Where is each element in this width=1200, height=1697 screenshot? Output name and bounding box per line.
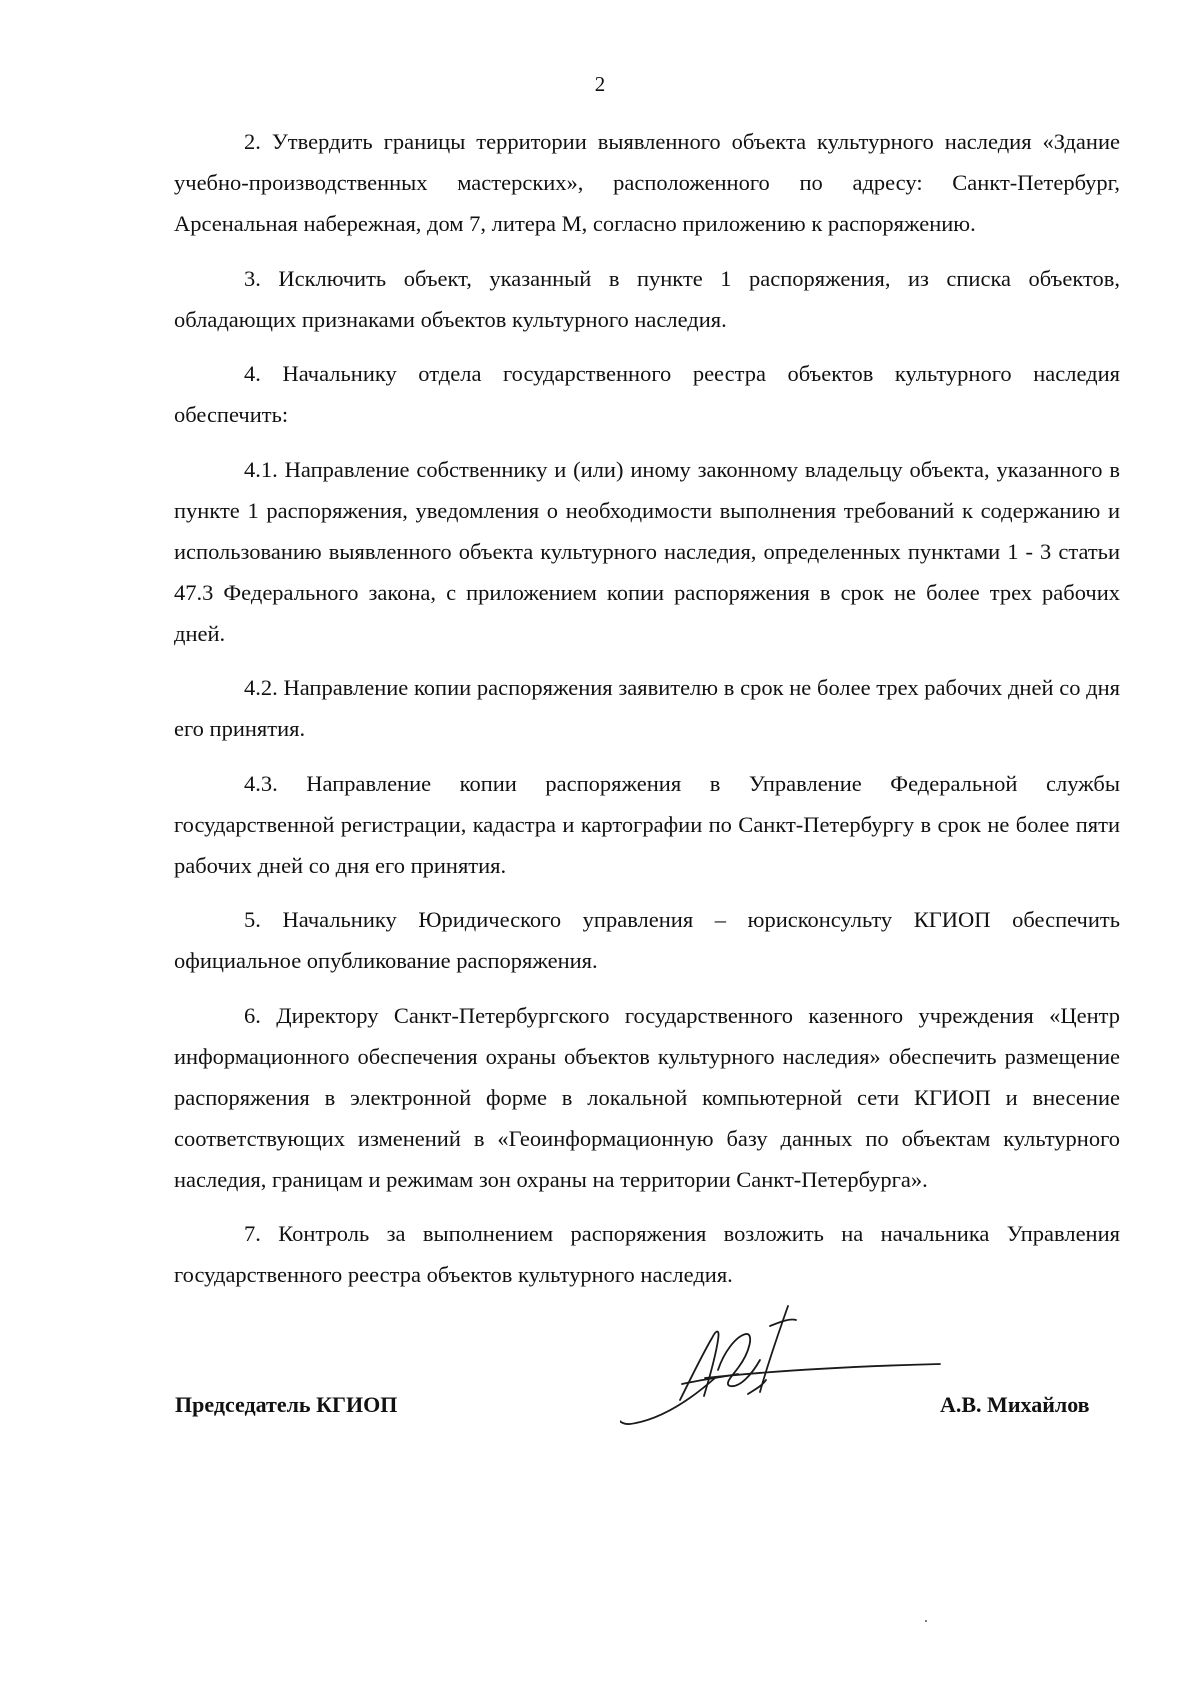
signatory-role: Председатель КГИОП: [175, 1392, 398, 1417]
paragraph-item-6: 6. Директору Санкт-Петербургского государственного казенного учреждения «Центр информационного обеспечения охраны объектов культурного наследия» обеспечить размещение распоряжения в электронной форме в локальной компьютерной сети КГИОП и внесение соответствующих изменений в «Геоинформационную базу данных по объектам культурного наследия, границам и режимам зон охраны на территории Санкт-Петербурга».: [174, 1002, 1120, 1192]
paragraph-item-4-3: 4.3. Направление копии распоряжения в Управление Федеральной службы государственной регистрации, кадастра и картографии по Санкт-Петербургу в срок не более пяти рабочих дней со дня его принятия.: [174, 770, 1120, 878]
handwritten-signature-icon: [620, 1300, 960, 1450]
paragraph-item-3: 3. Исключить объект, указанный в пункте 1 распоряжения, из списка объектов, обладающих признаками объектов культурного наследия.: [174, 265, 1120, 332]
page-number: 2: [594, 72, 606, 96]
paragraph-item-7: 7. Контроль за выполнением распоряжения возложить на начальника Управления государственного реестра объектов культурного наследия.: [174, 1221, 1120, 1287]
signatory-name: А.В. Михайлов: [940, 1392, 1090, 1417]
paragraph-item-2: 2. Утвердить границы территории выявленного объекта культурного наследия «Здание учебно-производственных мастерских», расположенного по адресу: Санкт-Петербург, Арсенальная набережная, дом 7, литера М, согласно приложению к распоряжению.: [174, 129, 1120, 236]
paragraph-item-4-1: 4.1. Направление собственнику и (или) иному законному владельцу объекта, указанного в пункте 1 распоряжения, уведомления о необходимости выполнения требований к содержанию и использованию выявленного объекта культурного наследия, определенных пунктами 1 - 3 статьи 47.3 Федерального закона, с приложением копии распоряжения в срок не более трех рабочих дней.: [174, 456, 1120, 646]
signature-block: [0, 1300, 1200, 1460]
paragraph-item-4-2: 4.2. Направление копии распоряжения заявителю в срок не более трех рабочих дней со дня его принятия.: [174, 675, 1120, 741]
scan-speck: [925, 1620, 927, 1622]
paragraph-item-5: 5. Начальнику Юридического управления – юрисконсульту КГИОП обеспечить официальное опубликование распоряжения.: [174, 907, 1120, 973]
paragraph-item-4: 4. Начальнику отдела государственного реестра объектов культурного наследия обеспечить:: [174, 361, 1120, 427]
document-body: [174, 121, 1120, 1309]
